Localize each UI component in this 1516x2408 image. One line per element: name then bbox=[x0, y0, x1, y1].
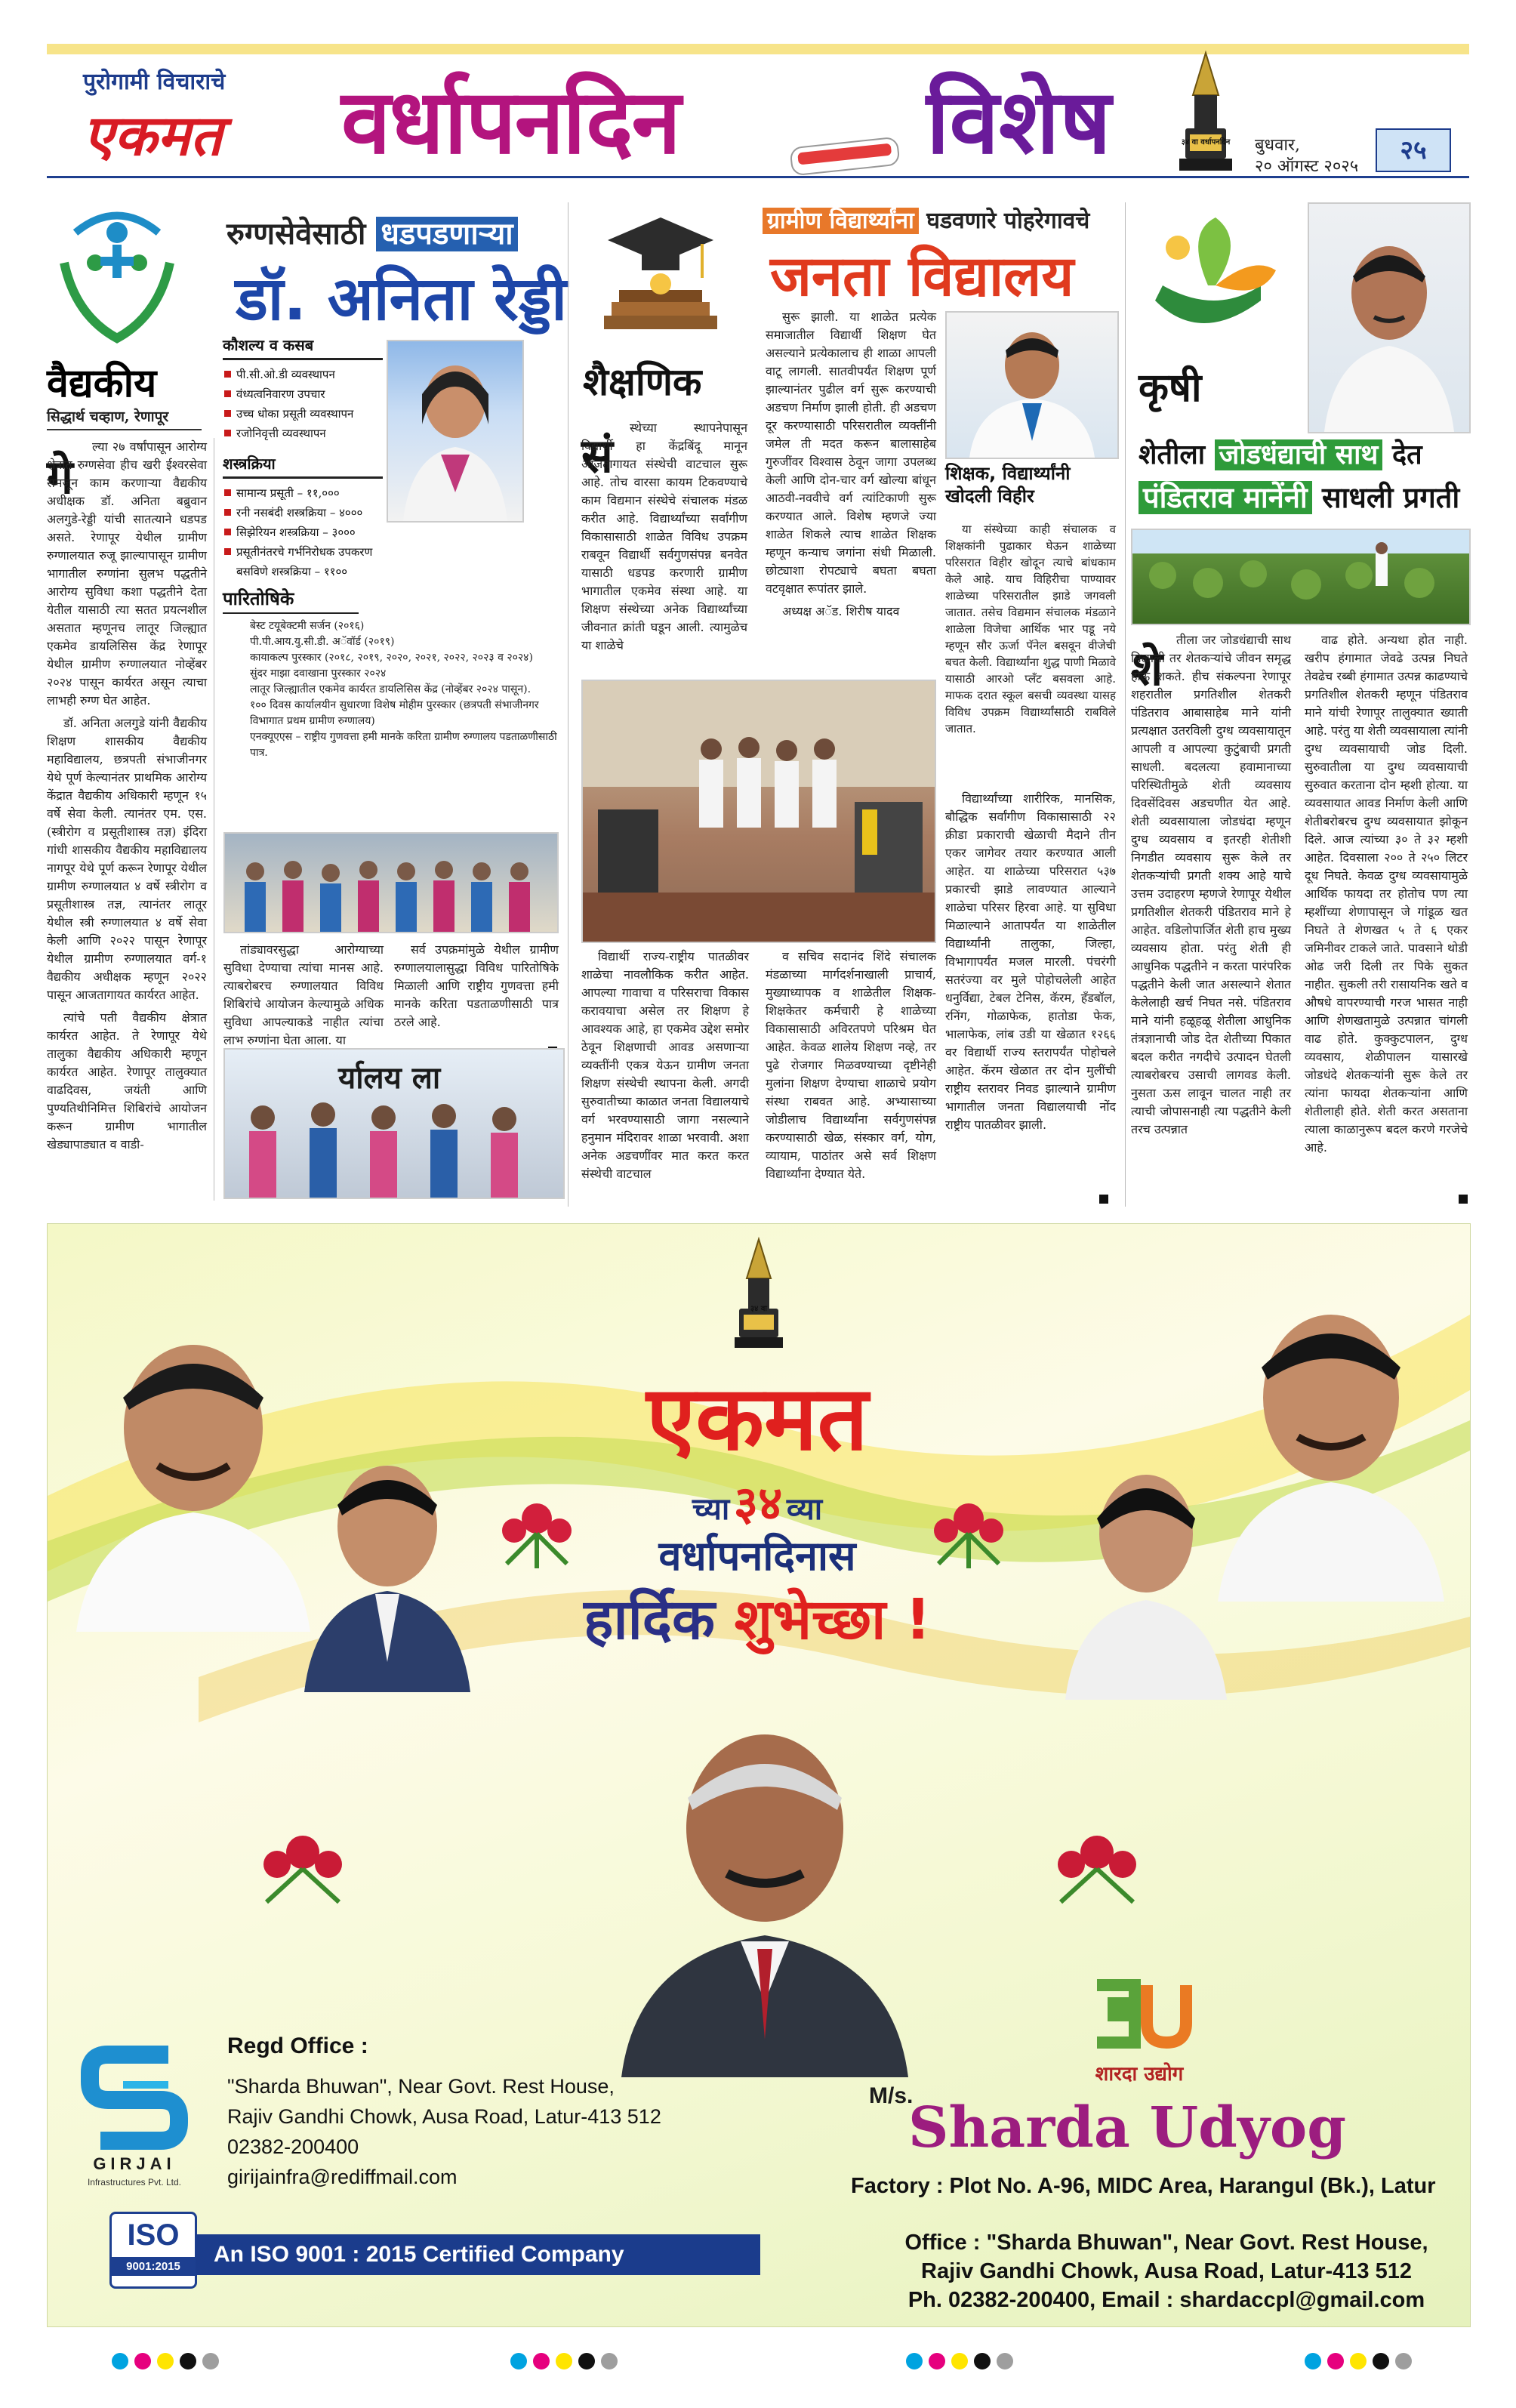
ad-line3-a: हार्दिक bbox=[584, 1587, 715, 1652]
registration-dot bbox=[974, 2353, 991, 2369]
flower-bouquet-icon bbox=[1044, 1819, 1150, 1910]
address-line: Rajiv Gandhi Chowk, Ausa Road, Latur-413 512 bbox=[921, 2259, 1412, 2283]
address-line: girijainfra@rediffmail.com bbox=[227, 2166, 458, 2188]
award-item: लातूर जिल्ह्यातील एकमेव कार्यरत डायलिसिस केंद्र (नोव्हेंबर २०२४ पासून). bbox=[250, 683, 532, 695]
iso-badge bbox=[109, 2212, 197, 2289]
doctor-portrait-photo bbox=[387, 340, 524, 523]
address-line: Rajiv Gandhi Chowk, Ausa Road, Latur-413 512 bbox=[227, 2105, 661, 2128]
principal-portrait-photo bbox=[945, 311, 1119, 459]
education-col2-bottom: व सचिव सदानंद शिंदे संचालक मंडळाच्या मार्गदर्शनाखाली प्राचार्य, मुख्याध्यापक व शाळेतील शिक्षक-शिक्षकेतर कर्मचारी हे शाळेच्या विकासासाठी अविरतपणे परिश्रम घेत आहेत. केवळ शालेय शिक्षण नव्हे, तर पुढे रोजगार मिळवण्याच्या दृष्टीनेही मुलांना शिक्षण देण्याचा शाळाचे प्रयोग संस्था राबवत आहे. अभ्यासाच्या जोडीलाच विद्यार्थ्यांना सर्वगुणसंपन्न करण्यासाठी खेळ, संस्कार वर्ग, योग, व्यायाम, पाठांतर असे सर्व शिक्षण विद्यार्थ्यांना देण्यात येते. bbox=[766, 949, 936, 1181]
registration-dot bbox=[929, 2353, 945, 2369]
education-col1-bottom: विद्यार्थी राज्य-राष्ट्रीय पातळीवर शाळेचा नावलौकिक करीत आहेत. आपल्या गावाचा व परिसराचा विकास करावयाचा असेल तर शिक्षण हे आवश्यक आहे, हा एकमेव उद्देश समोर ठेवून शिक्षणाची आवड असणाऱ्या व्यक्तींनी एकत्र येऊन ग्रामीण जनता शिक्षण संस्थेची स्थापना केली. अगदी सुरुवातीच्या काळात जनता विद्यालयाचे वर्ग भरवण्यासाठी जागा नसल्याने हनुमान मंदिरावर शाळा भरवावी. अशा अनेक अडचणींवर मात करत करत संस्थेची वाटचाल bbox=[581, 949, 749, 1181]
girjai-logo bbox=[78, 2040, 191, 2153]
medical-dropcap: गे bbox=[47, 449, 73, 504]
education-headline: जनता विद्यालय bbox=[770, 244, 1074, 309]
masthead bbox=[47, 44, 1469, 178]
regd-office-address bbox=[227, 2071, 661, 2192]
registration-dot bbox=[112, 2353, 128, 2369]
education-col1-top: स्थेच्या स्थापनेपासून विद्यार्थी हा केंद्रबिंदू मानून आजतागायत संस्थेची वाटचाल सुरू आहे. तोच वारसा कायम टिकवण्याचे काम विद्यमान संस्थेचे संचालक मंडळ करीत आहे. विद्यार्थ्यांच्या सर्वांगीण विकासासाठी शाळेत विविध उपक्रम राबवून विद्यार्थी सर्वगुणसंपन्न बनवेत यासाठी धडपड करणारी ग्रामीण भागातील एकमेव संस्था आहे. या शिक्षण संस्थेच्या अनेक विद्यार्थ्यांच्या जीवनात क्रांती घडून आली. त्यामुळेच या शाळेचे bbox=[581, 421, 747, 652]
award-item: कायाकल्प पुरस्कार (२०१८, २०१९, २०२०, २०२१, २०२२, २०२३ व २०२४) bbox=[250, 652, 533, 664]
education-kicker-highlight: ग्रामीण विद्यार्थ्यांना bbox=[763, 208, 919, 234]
ad-pen-trophy-icon bbox=[729, 1238, 789, 1351]
skills-title: कौशल्य व कसब bbox=[223, 335, 383, 360]
leader-portrait-right-large bbox=[1210, 1269, 1452, 1602]
surgery-title: शस्त्रक्रिया bbox=[223, 453, 383, 479]
medical-column-1 bbox=[47, 438, 207, 1201]
sharda-marathi-name: शारदा उद्योग bbox=[1095, 2063, 1184, 2086]
pen-trophy-icon bbox=[1172, 50, 1240, 174]
page-number: २५ bbox=[1376, 128, 1451, 172]
end-mark-square bbox=[1459, 1195, 1468, 1204]
education-column-1-top bbox=[581, 419, 747, 652]
farm-field-photo bbox=[1131, 529, 1471, 625]
regd-office-title: Regd Office : bbox=[227, 2033, 368, 2058]
medical-col2-text: तांड्यावरसुद्धा आरोग्याच्या सुविधा देण्याचा त्यांचा मानस आहे. त्याबरोबरच रुग्णालयात विविध शिबिरांचे आयोजन केल्यामुळे अधिक सुविधा आपल्याकडे नाहीत त्यांचा लाभ रुग्णांना घेता आला. या bbox=[223, 942, 384, 1047]
registration-dot bbox=[906, 2353, 923, 2369]
education-kicker bbox=[763, 204, 1089, 235]
skills-item: उच्च धोका प्रसूती व्यवस्थापन bbox=[223, 404, 383, 424]
award-item: पी.पी.आय.यु.सी.डी. अॅवॉर्ड (२०१९) bbox=[250, 636, 395, 648]
ad-paper-name: एकमत bbox=[646, 1365, 868, 1470]
medical-column-2 bbox=[223, 941, 384, 1047]
leader-portrait-center bbox=[614, 1685, 916, 2077]
agri-headline-highlight-1: जोडधंद्याची साथ bbox=[1215, 439, 1383, 470]
registration-dot bbox=[202, 2353, 219, 2369]
award-item: सुंदर माझा दवाखाना पुरस्कार २०२४ bbox=[250, 668, 387, 680]
leader-portrait-right-small bbox=[1059, 1451, 1233, 1700]
section-label-medical: वैद्यकीय bbox=[47, 361, 157, 406]
surgery-box bbox=[223, 453, 383, 581]
education-dropcap: सं bbox=[581, 428, 613, 483]
agri-headline-plain-a: शेतीला bbox=[1139, 439, 1206, 470]
medical-headline: डॉ. अनिता रेड्डी bbox=[236, 264, 567, 334]
iso-label: ISO bbox=[127, 2218, 180, 2252]
skills-item: पी.सी.ओ.डी व्यवस्थापन bbox=[223, 365, 383, 384]
registration-marks-center-right bbox=[906, 2353, 1057, 2373]
registration-dot bbox=[997, 2353, 1013, 2369]
medical-byline: सिद्धार्थ चव्हाण, रेणापूर bbox=[47, 409, 169, 425]
registration-dot bbox=[1327, 2353, 1344, 2369]
hospital-felicitation-photo bbox=[223, 1048, 565, 1199]
ad-line1-a: च्या bbox=[692, 1492, 730, 1527]
flower-bouquet-icon bbox=[923, 1488, 1014, 1571]
skills-list bbox=[223, 365, 383, 443]
medical-col1-first: ल्या २७ वर्षांपासून आरोग्य क्षेत्रात रुग्णसेवा हीच खरी ईश्वरसेवा समजून काम करणाऱ्या वैद्यकीय अधीक्षक डॉ. अनिता बब्रुवान अलगुडे-रेड्डी यांची सातत्याने धडपड असते. रेणापूर येथील ग्रामीण रुग्णालयात रुजू झाल्यापासून ग्रामीण भागातील रुग्णांना सुलभ पद्धतीने आरोग्य सुविधा कशा पद्धतीने देता येतील यासाठी त्या सतत प्रयत्नशील असतात म्हणूनच लातूर जिल्ह्यात एकमेव डायलिसिस केंद्र रेणापूर येथील ग्रामीण रुग्णालयात नोव्हेंबर २०२४ पासून कार्यरत असून त्याचा लाभही रुग्ण घेत आहेत. bbox=[47, 439, 207, 708]
section-label-education: शैक्षणिक bbox=[583, 360, 702, 404]
newspaper-roll-icon bbox=[789, 137, 900, 177]
masthead-tagline: पुरोगामी विचाराचे bbox=[83, 69, 226, 95]
flower-bouquet-icon bbox=[491, 1488, 582, 1571]
education-column-3-bottom bbox=[945, 790, 1116, 1204]
agriculture-headline-line1 bbox=[1139, 435, 1422, 472]
leader-portrait-left-small bbox=[297, 1443, 478, 1692]
masthead-date-day: बुधवार, bbox=[1255, 136, 1301, 155]
medical-kicker-highlight: धडपडणाऱ्या bbox=[376, 217, 517, 251]
masthead-stripe bbox=[47, 44, 1469, 54]
trophy-badge-text: ३४ वा वर्धापनदिन bbox=[1181, 138, 1231, 146]
anniversary-ad bbox=[47, 1223, 1471, 2327]
surgeries-item: सिझेरियन शस्त्रक्रिया – ३००० bbox=[223, 523, 383, 542]
farmer-portrait-photo bbox=[1308, 202, 1471, 433]
agriculture-dropcap: शे bbox=[1131, 641, 1163, 696]
address-line: Office : "Sharda Bhuwan", Near Govt. Rest House, bbox=[904, 2231, 1428, 2255]
registration-dot bbox=[180, 2353, 196, 2369]
registration-dot bbox=[157, 2353, 174, 2369]
ad-line1 bbox=[606, 1470, 908, 1534]
factory-address: Factory : Plot No. A-96, MIDC Area, Harangul (Bk.), Latur bbox=[851, 2174, 1436, 2198]
masthead-title-right: विशेष bbox=[926, 69, 1111, 174]
registration-marks-right bbox=[1305, 2353, 1456, 2373]
masthead-title-left: वर्धापनदिन bbox=[341, 69, 679, 174]
agriculture-logo bbox=[1132, 202, 1299, 353]
address-line: "Sharda Bhuwan", Near Govt. Rest House, bbox=[227, 2075, 615, 2098]
school-gym-photo bbox=[581, 680, 936, 943]
registration-dot bbox=[1373, 2353, 1389, 2369]
medical-kicker-plain: रुग्णसेवेसाठी bbox=[226, 217, 366, 251]
education-logo bbox=[581, 202, 740, 353]
section-label-agriculture: कृषी bbox=[1139, 365, 1202, 411]
registration-dot bbox=[578, 2353, 595, 2369]
address-line: Ph. 02382-200400, Email : shardaccpl@gmail.com bbox=[907, 2288, 1425, 2312]
registration-marks-center-left bbox=[510, 2353, 661, 2373]
flower-bouquet-icon bbox=[250, 1819, 356, 1910]
ad-trophy-badge-text: ३४ वा bbox=[750, 1305, 768, 1313]
hospital-staff-group-photo bbox=[223, 832, 559, 933]
surgeries-item: सामान्य प्रसूती – ११,००० bbox=[223, 483, 383, 503]
ad-anniversary-number: ३४ bbox=[733, 1475, 783, 1531]
awards-title: पारितोषिके bbox=[223, 586, 359, 614]
office-address bbox=[880, 2228, 1453, 2314]
medical-col1-p3: त्यांचे पती वैद्यकीय क्षेत्रात कार्यरत आहेत. ते रेणापूर येथे तालुका वैद्यकीय अधिकारी म्हणून कार्यरत आहेत. रेणापूर तालुक्यात वाढदिवस, जयंती आणि पुण्यतिथीनिमित्त शिबिरांचे आयोजन करून ग्रामीण भागातील खेड्यापाड्यात व वाडी- bbox=[47, 1010, 207, 1152]
education-col3-bottom: विद्यार्थ्यांच्या शारीरिक, मानसिक, बौद्धिक सर्वांगीण विकासासाठी २२ क्रीडा प्रकाराची खेळाची मैदाने तीन एकर जागेवर तयार करण्यात आली आहेत. या शाळेच्या परिसरात ५३७ प्रकारची झाडे लावण्यात आल्याने शाळेचा परिसर हिरवा आहे. या सुविधा मिळाल्याने आतापर्यंत या शाळेतील विद्यार्थ्यांनी तालुका, जिल्हा, विभागापर्यंत मजल मारली. पंचरंगी सतरंज्या वर मुले पोहोचलेली आहेत धनुर्विद्या, टेबल टेनिस, कॅरम, हॅंडबॉल, रनिंग, गोळाफेक, हातोडा फेक, भालाफेक, लांब उडी या खेळात १२६६ वर विद्यार्थी राज्य स्तरापर्यंत पोहोचले आहेत. कॅरम खेळात तर दोन मुलींची राष्ट्रीय स्तरावर निवड झाल्याने ग्रामीण भागातील जनता विद्यालयाची नोंद राष्ट्रीय पातळीवर झाली. bbox=[945, 791, 1116, 1132]
column-rule bbox=[1125, 202, 1126, 1207]
registration-dot bbox=[556, 2353, 572, 2369]
award-item: एनक्यूएएस – राष्ट्रीय गुणवत्ता हमी मानके करिता ग्रामीण रुग्णालय पडताळणीसाठी पात्र. bbox=[250, 731, 557, 759]
skills-box bbox=[223, 335, 383, 446]
ad-line3-b: शुभेच्छा ! bbox=[734, 1587, 931, 1652]
well-caption: शिक्षक, विद्यार्थ्यांनी खोदली विहीर bbox=[945, 463, 1071, 507]
masthead-paper-name: एकमत bbox=[83, 103, 223, 168]
medical-byline-rule bbox=[47, 429, 202, 430]
registration-dot bbox=[601, 2353, 618, 2369]
education-col3-box: या संस्थेच्या काही संचालक व शिक्षकांनी पुढाकार घेऊन शाळेच्या परिसरात विहीर खोदून त्याचे बांधकाम केले आहे. याच विहिरीचा पाण्यावर शाळेच्या परिसरातील झाडे जगवली जातात. तसेच विद्यमान संचालक मंडळाने शाळेला विजेचा आर्थिक भार पडू नये म्हणून सौर ऊर्जा पॅनेल बसवून वीजेची बचत केली. विद्यार्थ्यांना शुद्ध पाणी मिळावे यासाठी आरओ प्लँट बसवला आहे. माफक दरात स्कूल बसची व्यवस्था यासह विविध उपक्रम विद्यार्थ्यांसाठी राबविले जातात. bbox=[945, 523, 1116, 735]
agri-headline-highlight-2: पंडितराव मानेंनी bbox=[1139, 481, 1312, 514]
registration-dot bbox=[533, 2353, 550, 2369]
girjai-name: GIRJAI bbox=[93, 2154, 176, 2173]
ad-line3 bbox=[531, 1579, 984, 1655]
address-line: 02382-200400 bbox=[227, 2135, 359, 2158]
skills-item: रजोनिवृत्ती व्यवस्थापन bbox=[223, 424, 383, 443]
registration-dot bbox=[1350, 2353, 1367, 2369]
ad-line2: वर्धापनदिनास bbox=[658, 1532, 856, 1580]
awards-box bbox=[223, 586, 568, 812]
medical-col1-p2: डॉ. अनिता अलगुडे यांनी वैद्यकीय शिक्षण शासकीय वैद्यकीय महाविद्यालय, छत्रपती संभाजीनगर येथे पूर्ण केल्यानंतर प्राथमिक आरोग्य केंद्रात वैद्यकीय अधिकारी म्हणून १५ वर्षे सेवा केली. त्यानंतर एम. एस. (स्त्रीरोग व प्रसूतीशास्त्र तज्ञ) इंदिरा गांधी शासकीय वैद्यकीय महाविद्यालय नागपूर येथे पूर्ण करून रेणापूर येथील ग्रामीण रुग्णालयात ४ वर्षे स्त्रीरोग व प्रसूतीशास्त्र तज्ञ, त्यानंतर लातूर येथील स्त्री रुग्णालयात ४ वर्षे सेवा केली आणि २०२२ पासून रेणापूर येथील ग्रामीण रुग्णालयात वर्ग-१ वैद्यकीय अधीक्षक म्हणून २०२२ पासून आजतागायत कार्यरत आहेत. bbox=[47, 716, 207, 1002]
sharda-logo bbox=[1082, 1970, 1195, 2053]
education-column-2-top bbox=[766, 308, 936, 671]
iso-number: 9001:2015 bbox=[112, 2257, 195, 2276]
iso-certified-banner: An ISO 9001 : 2015 Certified Company bbox=[196, 2234, 760, 2275]
agriculture-column-2 bbox=[1305, 631, 1468, 1193]
education-col2-chair: अध्यक्ष अॅड. शिरीष यादव bbox=[782, 604, 900, 618]
registration-dot bbox=[510, 2353, 527, 2369]
medical-kicker bbox=[226, 211, 518, 253]
registration-dot bbox=[951, 2353, 968, 2369]
medical-col3-text: सर्व उपक्रमांमुळे येथील ग्रामीण रुग्णालयालासुद्धा विविध पारितोषिके मिळाली आणि राष्ट्रीय गुणवत्ता हमी मानके करिता पडताळणीसाठी पात्र ठरले आहे. bbox=[394, 942, 559, 1029]
agriculture-col2: वाढ होते. अन्यथा होत नाही. खरीप हंगामात जेवढे उत्पन्न निघते तेवढेच रब्बी हंगामात उत्पन्न काढण्याचे प्रगतिशील शेतकरी म्हणून पंडितराव माने यांची रेणापूर तालुक्यात ख्याती आहे. परंतु या शेती व्यवसायाला त्यांनी दुग्ध व्यवसायाची जोड दिली. सुरुवातीला या दुग्ध व्यवसायाची सुरुवात करताना दोन म्हशी होत्या. या व्यवसायात आवड निर्माण केली आणि शेतीबरोबरच दुग्ध व्यवसायात झोकून दिले. आज त्यांच्या ३० ते ३२ म्हशी आहेत. दिवसाला २०० ते २५० लिटर दूध निघते. केवळ दुग्ध व्यवसायामुळे आर्थिक फायदा तर होतोच पण त्या म्हशींच्या शेणापासून जे गांडूळ खत निघते ते शेणखत ५ ते ६ एकर जमिनीवर टाकले जाते. पावसाने थोडी ओढ जरी दिली तर पिके सुकत नाहीत. सुकली तरी रासायनिक खते व औषधे वापरण्याची गरज भासत नाही आणि शेणखतामुळे उत्पन्नात चांगली वाढ होते. कुक्कुटपालन, दुग्ध व्यवसाय, शेळीपालन यासारखे जोडधंदे शेतकऱ्यांनी सुरू केले तर त्यांना फायदा शेतकऱ्यांना आणि शेतीलाही होते. शेती करत असताना त्याला काळानुरूप बदल करणे गरजेचे आहे. bbox=[1305, 633, 1468, 1155]
registration-dot bbox=[1305, 2353, 1321, 2369]
surgeries-item: रनी नसबंदी शस्त्रक्रिया – ४००० bbox=[223, 503, 383, 523]
masthead-date: २० ऑगस्ट २०२५ bbox=[1255, 157, 1359, 176]
education-kicker-plain: घडवणारे पोहरेगावचे bbox=[926, 208, 1090, 234]
leader-portrait-left-large bbox=[69, 1315, 318, 1632]
skills-item: वंध्यत्वनिवारण उपचार bbox=[223, 384, 383, 404]
ms-label: M/s. bbox=[869, 2083, 914, 2108]
registration-dot bbox=[1395, 2353, 1412, 2369]
award-item: बेस्ट टयूबेक्टमी सर्जन (२०१६) bbox=[250, 620, 365, 632]
education-col2-top: सुरू झाली. या शाळेत प्रत्येक समाजातील विद्यार्थी शिक्षण घेत असल्याने प्रत्येकालाच ही शाळा आपली वाटू लागली. सातवीपर्यंत शिक्षण पूर्ण झाल्यानंतर पुढील वर्ग सुरू करण्याची अडचण निर्माण झाली होती. ही अडचण दूर करण्यासाठी परिसरातील व्यक्तींनी जमेल ती मदत करून बालासाहेब गुरुजींवर विश्वास ठेवून जागा उपलब्ध केली आणि दोन-चार वर्ग खोल्या बांधून आठवी-नववीचे वर्ग त्यांटिकाणी सुरू करण्यात आले. विशेष म्हणजे ज्या शाळेत शिकले त्याच शाळेत शिक्षक म्हणून कन्याच जगांना संधी मिळाली. छोट्याशा रोपट्याचे बघता बघता वटवृक्षात रूपांतर झाले. bbox=[766, 310, 936, 596]
education-column-2-bottom bbox=[766, 948, 936, 1204]
education-column-1-bottom bbox=[581, 948, 749, 1204]
hospital-banner-text: र्यालय ला bbox=[338, 1061, 441, 1096]
agri-headline-plain-2: साधली प्रगती bbox=[1321, 481, 1460, 514]
agriculture-col1: तीला जर जोडधंद्याची साथ मिळाली तर शेतकऱ्यांचे जीवन समृद्ध होऊ शकते. हीच संकल्पना रेणापूर शहरातील प्रगतिशील शेतकरी पंडितराव आबासाहेब माने यांनी प्रत्यक्षात उतरविली दुग्ध व्यवसायातून आपली व आपल्या कुटुंबाची प्रगती साधली. बदलत्या हवामानाच्या परिस्थितीमुळे शेती व्यवसाय दिवसेंदिवस अडचणीत येत आहे. शेती व्यवसायाला जोडधंदा म्हणून दुग्ध व्यवसाय व इतरही शेतीशी निगडीत व्यवसाय सुरू केले तर शेतकऱ्यांची प्रगती शक्य आहे याचे उत्तम उदाहरण म्हणजे रेणापूर येथील प्रगतिशील शेतकरी पंडितराव माने हे आहेत. वडिलोपार्जित शेती हाच मुख्य व्यवसाय होता. परंतु शेती ही आधुनिक पद्धतीने न करता पारंपरिक पद्धतीने केली जात असल्याने शेतात केलेलाही खर्च निघत नसे. पंडितराव माने यांनी हळूहळू शेतीला आधुनिक तंत्रज्ञानाची जोड देत शेतीच्या पिकात बदल करीत नगदीचे उत्पादन घेतली त्याबरोबरच उसाची लागवड केली. नुसता ऊस लावून चालत नाही तर त्याची जोपासनाही त्या पद्धतीने केली तरच उत्पन्नात bbox=[1131, 633, 1291, 1136]
sharda-udyog-name: Sharda Udyog bbox=[908, 2095, 1347, 2160]
agriculture-headline-line2 bbox=[1139, 477, 1459, 516]
agriculture-column-1 bbox=[1131, 631, 1291, 1205]
award-item: १०० दिवस कार्यालयीन सुधारणा विशेष मोहीम पुरस्कार (छत्रपती संभाजीनगर विभागात प्रथम ग्रामीण रुग्णालय) bbox=[250, 699, 539, 727]
registration-marks-left bbox=[112, 2353, 263, 2373]
registration-dot bbox=[134, 2353, 151, 2369]
surgeries-item: प्रसूतीनंतरचे गर्भनिरोधक उपकरण बसविणे शस्त्रक्रिया – ११०० bbox=[223, 542, 383, 581]
awards-list bbox=[223, 618, 568, 761]
surgery-list bbox=[223, 483, 383, 581]
girjai-subtitle: Infrastructures Pvt. Ltd. bbox=[87, 2177, 182, 2188]
agri-headline-plain-b: देत bbox=[1391, 439, 1422, 470]
ad-line1-b: व्या bbox=[786, 1492, 823, 1527]
education-column-3-box bbox=[945, 521, 1116, 781]
medical-column-3 bbox=[394, 941, 559, 1029]
medical-logo bbox=[45, 202, 189, 353]
end-mark-square bbox=[1099, 1195, 1108, 1204]
